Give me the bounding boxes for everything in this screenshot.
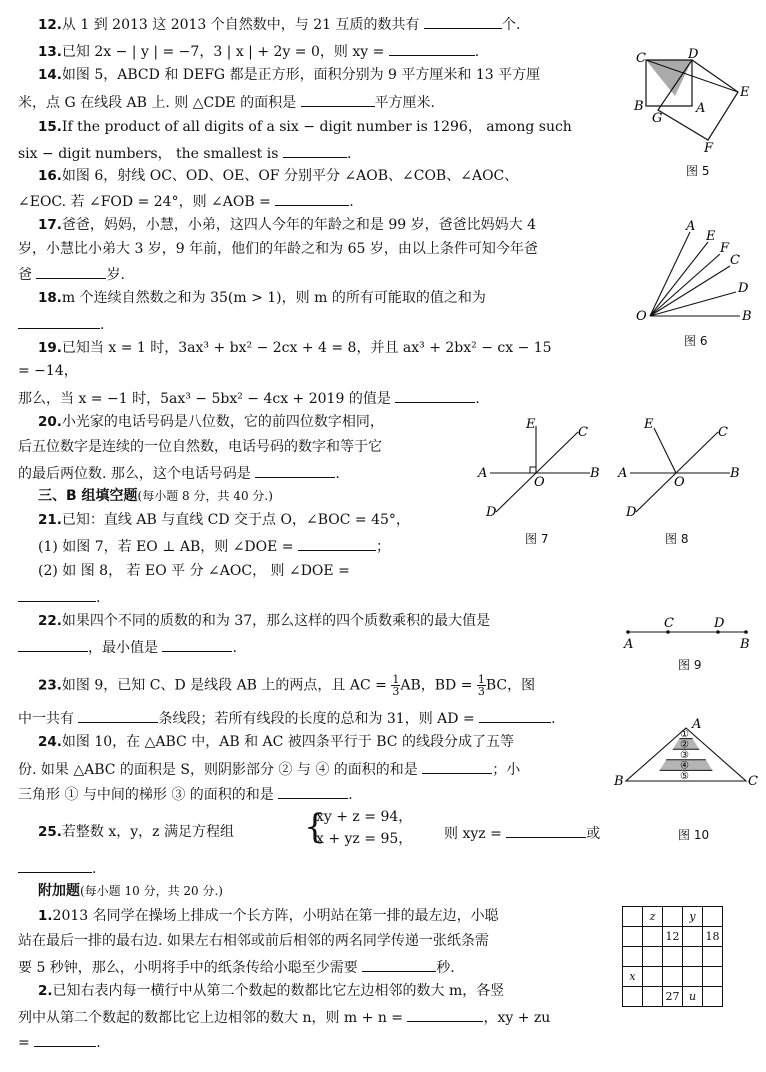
q19-answer-blank[interactable] xyxy=(395,388,475,403)
q25-answer-blank-1[interactable] xyxy=(506,823,586,838)
label-d: D xyxy=(714,616,725,631)
table-cell: 18 xyxy=(703,927,723,947)
figure-8-caption: 图 8 xyxy=(665,532,689,546)
q24-line1: 24.如图 10，在 △ABC 中，AB 和 AC 被四条平行于 BC 的线段分成了五等 xyxy=(38,734,514,750)
label-b: B xyxy=(742,309,752,324)
table-cell xyxy=(683,967,703,987)
e1-line3: 要 5 秒钟，那么，小明将手中的纸条传给小聪至少需要 秒. xyxy=(18,957,455,977)
figure-10-caption: 图 10 xyxy=(678,828,710,842)
q22-line1: 22.如果四个不同的质数的和为 37，那么这样的四个质数乘积的最大值是 xyxy=(38,613,491,629)
q20-answer-blank[interactable] xyxy=(255,463,335,478)
label-o: O xyxy=(674,475,685,490)
table-row xyxy=(623,947,723,967)
extra-heading: 附加题(每小题 10 分，共 20 分.) xyxy=(38,883,223,899)
label-b: B xyxy=(740,637,750,652)
q17-line1: 17.爸爸，妈妈，小慧，小弟，这四人今年的年龄之和是 99 岁，爸爸比妈妈大 4 xyxy=(38,217,536,233)
q20-line3: 的最后两位数. 那么，这个电话号码是 . xyxy=(18,463,340,483)
label-c: C xyxy=(664,616,674,631)
q20-line1: 20.小光家的电话号码是八位数，它的前四位数字相同， xyxy=(38,414,384,430)
label-a: A xyxy=(478,466,488,481)
label-d: D xyxy=(486,505,497,520)
fraction-one-third: $\frac{1}{3}$ xyxy=(392,673,400,698)
q18-line2: . xyxy=(18,314,104,334)
q19-line1: 19.已知当 x = 1 时，3ax³ + bx² − 2cx + 4 = 8，并且 ax³ + 2bx² − cx − 15 xyxy=(38,340,552,356)
q16-line1: 16.如图 6，射线 OC、OD、OE、OF 分别平分 ∠AOB、∠COB、∠AOC、 xyxy=(38,168,519,184)
label-c: C xyxy=(718,425,728,440)
table-cell xyxy=(623,907,643,927)
q15-answer-blank[interactable] xyxy=(283,143,347,158)
label-d: D xyxy=(688,47,699,62)
q21-1-answer-blank[interactable] xyxy=(298,536,376,551)
q19-line2: = −14， xyxy=(18,363,78,379)
label-circled-2: ② xyxy=(680,739,689,751)
table-cell xyxy=(643,967,663,987)
table-cell xyxy=(663,947,683,967)
q22-line2: ，最小值是 . xyxy=(18,637,237,657)
q18-answer-blank[interactable] xyxy=(18,314,100,329)
q24-line2: 份. 如果 △ABC 的面积是 S，则阴影部分 ② 与 ④ 的面积的和是 ；小 xyxy=(18,759,520,779)
figure-9-segment xyxy=(622,612,752,652)
label-b: B xyxy=(590,466,600,481)
e2-line3: = . xyxy=(18,1032,101,1052)
q21-line2: (1) 如图 7，若 EO ⊥ AB，则 ∠DOE = ； xyxy=(38,536,390,556)
q21-line3: (2) 如 图 8， 若 EO 平 分 ∠AOC， 则 ∠DOE = xyxy=(38,563,350,579)
figure-10-triangle xyxy=(612,718,762,823)
q23-count-answer-blank[interactable] xyxy=(78,708,158,723)
q17-answer-blank[interactable] xyxy=(36,264,106,279)
figure-9-caption: 图 9 xyxy=(678,658,702,672)
q17-line2: 岁，小慧比小弟大 3 岁，9 年前，他们的年龄之和为 65 岁，由以上条件可知今年爸 xyxy=(18,241,538,257)
table-cell xyxy=(623,947,643,967)
q21-2-answer-blank[interactable] xyxy=(18,587,96,602)
label-c: C xyxy=(578,425,588,440)
table-cell xyxy=(643,987,663,1007)
label-circled-5: ⑤ xyxy=(680,771,689,782)
table-row xyxy=(623,967,723,987)
q22-max-answer-blank[interactable] xyxy=(18,637,88,652)
q17-line3: 爸 岁. xyxy=(18,264,125,284)
table-cell xyxy=(703,907,723,927)
table-cell xyxy=(623,927,643,947)
e1-answer-blank[interactable] xyxy=(362,957,436,972)
q19-line3: 那么，当 x = −1 时，5ax³ − 5bx² − 4cx + 2019 的值是 . xyxy=(18,388,480,408)
e1-line1: 1.2013 名同学在操场上排成一个长方阵，小明站在第一排的最左边，小聪 xyxy=(38,908,499,924)
label-b: B xyxy=(634,99,644,114)
q14-answer-blank[interactable] xyxy=(301,92,375,107)
label-a: A xyxy=(618,466,628,481)
label-e: E xyxy=(526,417,536,432)
label-e: E xyxy=(740,85,750,100)
q24-line3: 三角形 ① 与中间的梯形 ③ 的面积的和是 . xyxy=(18,784,353,804)
e2-line1: 2.已知右表内每一横行中从第二个数起的数都比它左边相邻的数大 m，各竖 xyxy=(38,983,505,999)
q13: 13.已知 2x − | y | = −7，3 | x | + 2y = 0，则 xy = . xyxy=(38,41,479,61)
table-cell: u xyxy=(683,987,703,1007)
section-b-heading: 三、B 组填空题(每小题 8 分，共 40 分.) xyxy=(38,488,273,504)
label-g: G xyxy=(652,111,663,126)
q21-line4: . xyxy=(18,587,100,607)
figure-7-lines xyxy=(478,418,608,523)
label-f: F xyxy=(704,141,714,156)
equation-brace: { xyxy=(304,807,326,847)
e1-line2: 站在最后一排的最右边. 如果左右相邻或前后相邻的两名同学传递一张纸条需 xyxy=(18,933,489,949)
label-e: E xyxy=(706,229,716,244)
q18-line1: 18.m 个连续自然数之和为 35(m > 1)，则 m 的所有可能取的值之和为 xyxy=(38,290,486,306)
fraction-one-third: $\frac{1}{3}$ xyxy=(477,673,485,698)
label-a: A xyxy=(692,717,702,732)
table-row xyxy=(623,987,723,1007)
label-a: A xyxy=(624,637,634,652)
table-cell xyxy=(683,927,703,947)
q16-line2: ∠EOC. 若 ∠FOD = 24°，则 ∠AOB = . xyxy=(18,191,354,211)
e2-mn-answer-blank[interactable] xyxy=(407,1007,483,1022)
q13-answer-blank[interactable] xyxy=(389,41,475,56)
q15-line1: 15.If the product of all digits of a six − digit number is 1296， among such xyxy=(38,119,572,135)
label-f: F xyxy=(720,241,730,256)
table-cell xyxy=(643,947,663,967)
label-o: O xyxy=(636,309,647,324)
label-e: E xyxy=(644,417,654,432)
figure-7-caption: 图 7 xyxy=(525,532,549,546)
table-row xyxy=(623,907,723,927)
table-cell xyxy=(643,927,663,947)
q12: 12.从 1 到 2013 这 2013 个自然数中，与 21 互质的数共有 个. xyxy=(38,14,520,34)
q25-line2: . xyxy=(18,858,96,878)
e2-xyzu-answer-blank[interactable] xyxy=(34,1032,96,1047)
q25-eq1: xy + z = 94， xyxy=(316,809,413,825)
q23-ad-answer-blank[interactable] xyxy=(479,708,551,723)
table-cell: z xyxy=(643,907,663,927)
table-cell xyxy=(663,907,683,927)
q21-line1: 21.已知：直线 AB 与直线 CD 交于点 O，∠BOC = 45°， xyxy=(38,512,410,528)
figure-6-caption: 图 6 xyxy=(684,334,708,348)
label-d: D xyxy=(626,505,637,520)
q14-line1: 14.如图 5，ABCD 和 DEFG 都是正方形，面积分别为 9 平方厘米和 13 平方厘 xyxy=(38,67,541,83)
q20-line2: 后五位数字是连续的一位自然数，电话号码的数字和等于它 xyxy=(18,439,382,455)
q23-line1: 23.如图 9，已知 C、D 是线段 AB 上的两点，且 AC = $\frac{1}{3}$ AB，BD = $\frac{1}{3}$ BC，图 xyxy=(38,673,536,698)
q22-min-answer-blank[interactable] xyxy=(162,637,232,652)
table-cell: 12 xyxy=(663,927,683,947)
label-b: B xyxy=(730,466,740,481)
q25-line1: 25.若整数 x，y，z 满足方程组 xyxy=(38,824,235,840)
figure-6-rays xyxy=(630,219,760,332)
q24-sum-answer-blank[interactable] xyxy=(278,784,348,799)
number-table xyxy=(622,906,723,1007)
q25-line1-after: 则 xyz = 或 xyxy=(444,823,600,843)
e2-line2: 列中从第二个数起的数都比它上边相邻的数大 n，则 m + n = ，xy + zu xyxy=(18,1007,550,1027)
label-c: C xyxy=(748,774,758,789)
table-cell xyxy=(703,987,723,1007)
figure-5-squares xyxy=(630,48,766,158)
figure-5-caption: 图 5 xyxy=(686,164,710,178)
q16-answer-blank[interactable] xyxy=(275,191,349,206)
table-cell: 27 xyxy=(663,987,683,1007)
table-cell xyxy=(703,967,723,987)
q25-answer-blank-2[interactable] xyxy=(18,858,92,873)
shaded-triangle-cde xyxy=(646,60,692,96)
table-cell xyxy=(663,967,683,987)
label-c: C xyxy=(636,51,646,66)
q14-line2: 米，点 G 在线段 AB 上. 则 △CDE 的面积是 平方厘米. xyxy=(18,92,435,112)
label-b: B xyxy=(614,774,624,789)
label-circled-4: ④ xyxy=(680,760,689,772)
table-row xyxy=(623,927,723,947)
q15-line2: six − digit numbers， the smallest is . xyxy=(18,143,351,163)
table-cell xyxy=(683,947,703,967)
label-d: D xyxy=(738,281,749,296)
label-circled-1: ① xyxy=(680,729,689,740)
label-a: A xyxy=(696,101,706,116)
table-cell xyxy=(623,987,643,1007)
q25-eq2: x + yz = 95， xyxy=(316,831,413,847)
table-cell: y xyxy=(683,907,703,927)
q24-shaded-answer-blank[interactable] xyxy=(422,759,492,774)
table-cell: x xyxy=(623,967,643,987)
label-o: O xyxy=(534,475,545,490)
q23-line2: 中一共有 条线段；若所有线段的长度的总和为 31，则 AD = . xyxy=(18,708,556,728)
label-circled-3: ③ xyxy=(680,750,689,761)
label-c: C xyxy=(730,253,740,268)
table-cell xyxy=(703,947,723,967)
figure-8-lines xyxy=(618,418,748,523)
label-a: A xyxy=(686,219,696,234)
q12-answer-blank[interactable] xyxy=(424,14,502,29)
